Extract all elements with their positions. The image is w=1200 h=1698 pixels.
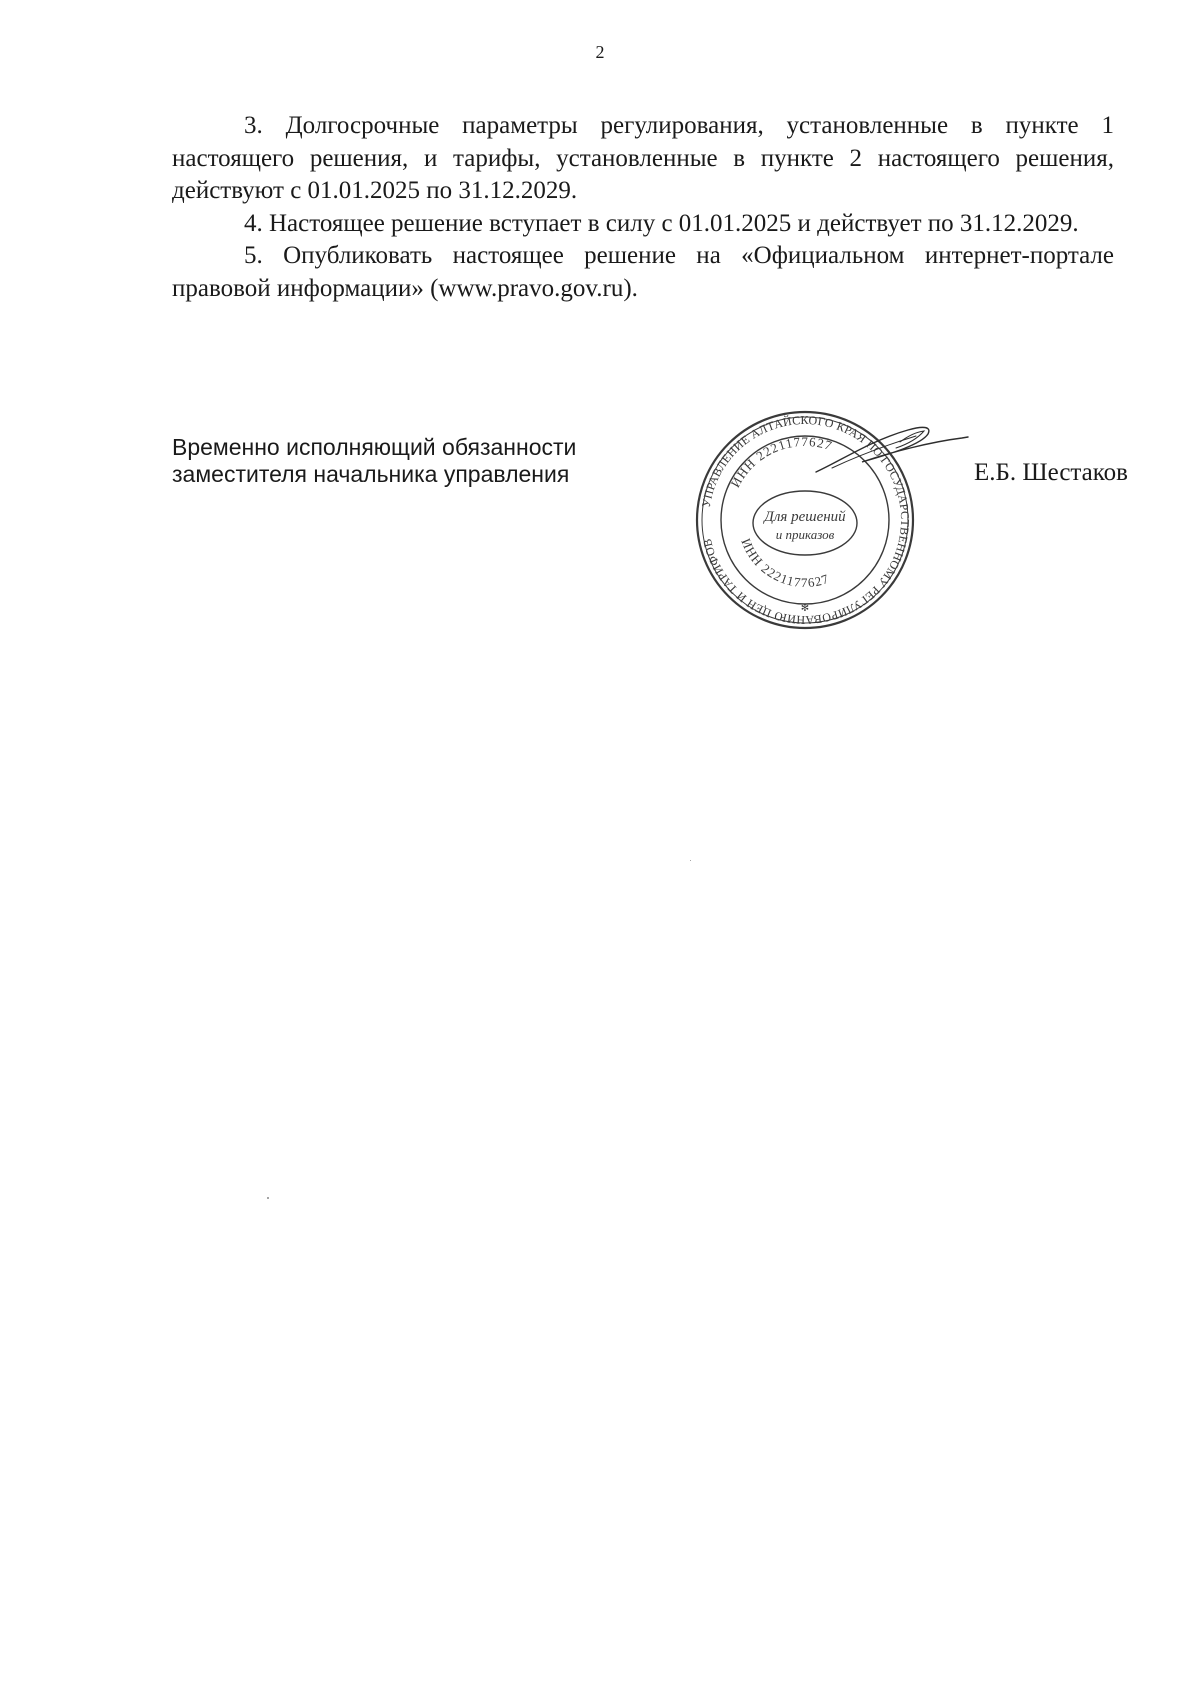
scan-speck — [690, 860, 691, 861]
stamp-center-line1: Для решений — [764, 509, 846, 525]
stamp-inn-bottom — [738, 536, 831, 590]
document-body — [172, 110, 1114, 305]
signer-position-line1: Временно исполняющий обязанности — [172, 434, 577, 460]
stamp-inn-top-textpath: ИНН 2221177627 — [727, 433, 835, 490]
signer-position — [172, 434, 576, 488]
handwritten-signature — [812, 420, 972, 480]
signer-position-line2: заместителя начальника управления — [172, 461, 570, 487]
page-number: 2 — [595, 42, 605, 62]
paragraph-3: 3. Долгосрочные параметры регулирования, установленные в пункте 1 настоящего решения, и тарифы, установленные в пункте 2 настоящего решения, действуют с 01.01.2025 по 31.12.2029. — [172, 112, 1114, 204]
stamp-center-line2: и приказов — [775, 527, 835, 542]
scan-speck — [267, 1197, 269, 1199]
signer-name: Е.Б. Шестаков — [974, 459, 1128, 486]
paragraph-4: 4. Настоящее решение вступает в силу с 01.01.2025 и действует по 31.12.2029. — [244, 209, 1079, 237]
stamp-outer-textpath: УПРАВЛЕНИЕ АЛТАЙСКОГО КРАЯ ПО ГОСУДАРСТВЕННОМУ РЕГУЛИРОВАНИЮ ЦЕН И ТАРИФОВ — [698, 412, 913, 628]
stamp-inn-bottom-textpath: ИНН 2221177627 — [738, 536, 832, 590]
stamp-asterisk-icon: ✻ — [800, 603, 810, 614]
paragraph-5: 5. Опубликовать настоящее решение на «Официальном интернет-портале правовой информации» (www.pravo.gov.ru). — [172, 242, 1114, 302]
